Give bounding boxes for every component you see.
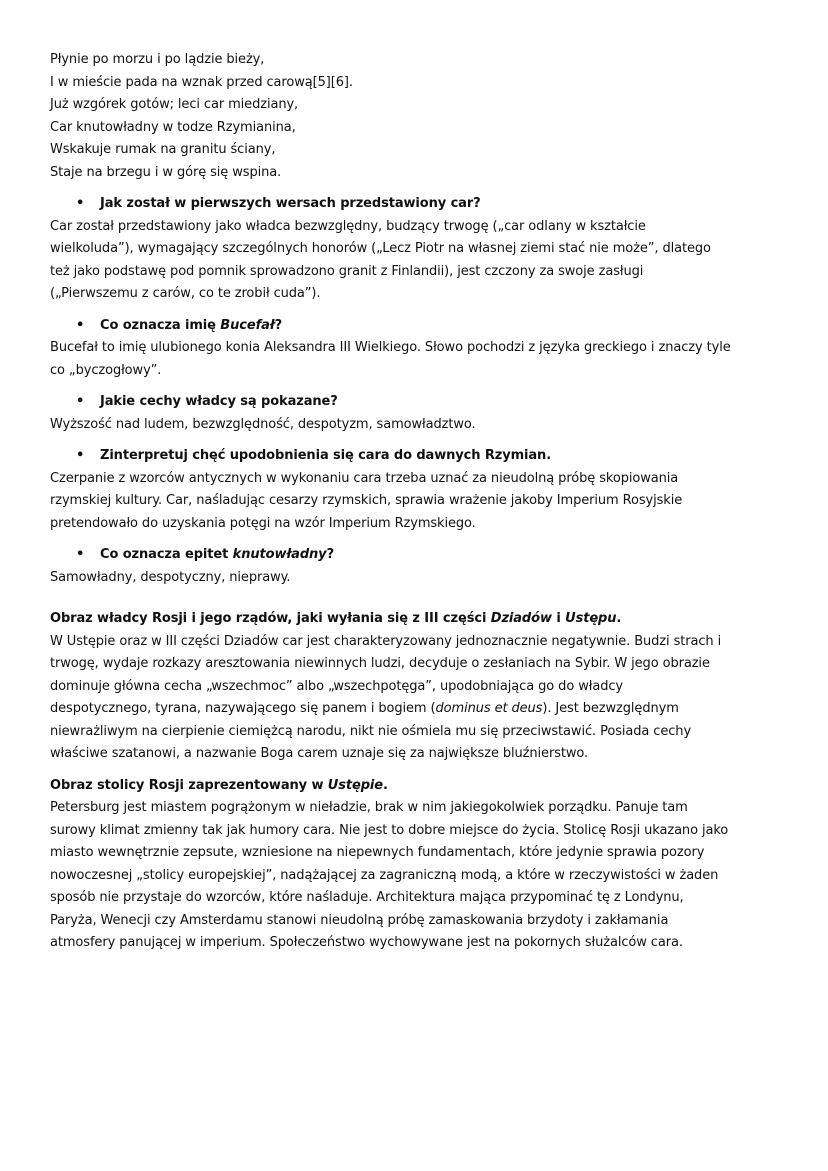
section-capital-image bbox=[50, 775, 780, 955]
answer-line: rzymskiej kultury. Car, naśladując cesarzy rzymskich, sprawia wrażenie jakoby Imperium Rosyjskie bbox=[50, 493, 683, 508]
bullet-icon: • bbox=[76, 196, 85, 211]
question-text: Jakie cechy władcy są pokazane? bbox=[100, 394, 338, 409]
question-text: Zinterpretuj chęć upodobnienia się cara do dawnych Rzymian. bbox=[100, 448, 552, 463]
paragraph-italic: dominus et deus bbox=[435, 701, 543, 716]
qa-item bbox=[50, 391, 780, 436]
answer-line: („Pierwszemu z carów, co te zrobił cuda”). bbox=[50, 286, 321, 301]
section-ruler-image bbox=[50, 608, 780, 766]
question-heading bbox=[50, 445, 780, 468]
question-heading bbox=[50, 544, 780, 567]
answer-line: pretendowało do uzyskania potęgi na wzór Imperium Rzymskiego. bbox=[50, 515, 476, 531]
paragraph-line: W Ustępie oraz w III części Dziadów car jest charakteryzowany jednoznacznie negatywnie. Budzi strach i bbox=[50, 633, 722, 649]
poem-line: Już wzgórek gotów; leci car miedziany, bbox=[50, 97, 299, 112]
section-title-text: Obraz władcy Rosji i jego rządów, jaki wyłania się z III części bbox=[50, 611, 491, 626]
question-text-italic: knutowładny bbox=[232, 547, 327, 562]
answer-line: Czerpanie z wzorców antycznych w wykonaniu cara trzeba uznać za nieudolną próbę skopiowania bbox=[50, 470, 679, 486]
paragraph-line: trwogę, wydaje rozkazy aresztowania niewinnych ludzi, decyduje o zesłaniach na Sybir. W jego obrazie bbox=[50, 656, 710, 671]
question-heading bbox=[50, 193, 780, 216]
bullet-icon: • bbox=[76, 394, 85, 409]
spacer bbox=[50, 589, 780, 599]
paragraph-line: atmosfery panującej w imperium. Społeczeństwo wychowywane jest na pokornych służalców cara. bbox=[50, 935, 683, 950]
answer-line: wielkoluda”), wymagający szczególnych honorów („Lecz Piotr na własnej ziemi stać nie może”, dlatego bbox=[50, 241, 711, 256]
question-text-prefix: Co oznacza imię bbox=[100, 317, 221, 333]
answer-line: też jako podstawę pod pomnik sprowadzono granit z Finlandii), jest czczony za swoje zasługi bbox=[50, 263, 644, 279]
question-text-italic: Bucefał bbox=[220, 317, 275, 333]
paragraph-line: miasto wewnętrznie zepsute, wzniesione na niepewnych fundamentach, które jedynie sprawia pozory bbox=[50, 845, 705, 860]
paragraph-line bbox=[50, 698, 780, 721]
section-title-italic: Dziadów bbox=[490, 611, 552, 626]
document-page bbox=[50, 49, 780, 955]
poem-line: I w mieście pada na wznak przed carową[5][6]. bbox=[50, 74, 353, 90]
question-heading bbox=[50, 315, 780, 338]
bullet-icon: • bbox=[76, 317, 85, 333]
section-title-text: . bbox=[383, 777, 388, 793]
paragraph-text: ). Jest bezwzględnym bbox=[542, 701, 679, 716]
poem-line: Staje na brzegu i w górę się wspina. bbox=[50, 164, 282, 180]
section-title-text: i bbox=[551, 611, 566, 626]
qa-item bbox=[50, 193, 780, 306]
answer-line: Car został przedstawiony jako władca bezwzględny, budzący trwogę („car odlany w kształcie bbox=[50, 218, 646, 234]
paragraph-line: Paryża, Wenecji czy Amsterdamu stanowi nieudolną próbę zamaskowania brzydoty i zakłamania bbox=[50, 912, 669, 928]
qa-item bbox=[50, 445, 780, 535]
poem-excerpt bbox=[50, 49, 780, 184]
answer-line: Bucefał to imię ulubionego konia Aleksandra III Wielkiego. Słowo pochodzi z języka greckiego i znaczy tyle bbox=[50, 340, 731, 355]
poem-line: Płynie po morzu i po lądzie bieży, bbox=[50, 52, 265, 67]
paragraph-line: surowy klimat zmienny tak jak humory cara. Nie jest to dobre miejsce do życia. Stolicę Rosji ukazano jako bbox=[50, 822, 729, 838]
question-text-suffix: ? bbox=[326, 547, 335, 562]
section-title-text: Obraz stolicy Rosji zaprezentowany w bbox=[50, 777, 328, 793]
poem-line: Wskakuje rumak na granitu ściany, bbox=[50, 142, 276, 157]
section-title-text: . bbox=[616, 611, 622, 626]
paragraph-line: dominuje główna cecha „wszechmoc” albo „wszechpotęga”, upodobniająca go do władcy bbox=[50, 678, 623, 694]
bullet-icon: • bbox=[76, 448, 85, 463]
question-text-suffix: ? bbox=[274, 317, 283, 333]
answer-line: co „byczogłowy”. bbox=[50, 362, 162, 378]
paragraph-text: despotycznego, tyrana, nazywającego się panem i bogiem ( bbox=[50, 701, 436, 716]
bullet-icon: • bbox=[76, 547, 85, 562]
section-title bbox=[50, 608, 780, 631]
question-text-prefix: Co oznacza epitet bbox=[100, 547, 233, 562]
answer-line: Samowładny, despotyczny, nieprawy. bbox=[50, 569, 291, 585]
paragraph-line: Petersburg jest miastem pogrążonym w nieładzie, brak w nim jakiegokolwiek porządku. Panuje tam bbox=[50, 800, 688, 815]
qa-item bbox=[50, 315, 780, 383]
paragraph-line: niewrażliwym na cierpienie ciemiężcą narodu, nikt nie ośmiela mu się przeciwstawić. Posiada cechy bbox=[50, 723, 692, 739]
section-title-italic: Ustępu bbox=[565, 611, 617, 626]
paragraph-line: nowoczesnej „stolicy europejskiej”, nadążającej za zagraniczną modą, a które w rzeczywistości w żaden bbox=[50, 867, 719, 883]
section-title bbox=[50, 775, 780, 798]
paragraph-line: właściwe szatanowi, a nazwanie Boga carem uznaje się za największe bluźnierstwo. bbox=[50, 746, 589, 761]
poem-line: Car knutowładny w todze Rzymianina, bbox=[50, 119, 296, 135]
section-title-italic: Ustępie bbox=[327, 777, 383, 793]
qa-item bbox=[50, 544, 780, 589]
answer-line: Wyższość nad ludem, bezwzględność, despotyzm, samowładztwo. bbox=[50, 416, 476, 432]
paragraph-line: sposób nie przystaje do wzorców, które naśladuje. Architektura mająca przypominać tę z Londynu, bbox=[50, 890, 684, 905]
question-text: Jak został w pierwszych wersach przedstawiony car? bbox=[100, 196, 481, 211]
question-heading bbox=[50, 391, 780, 414]
